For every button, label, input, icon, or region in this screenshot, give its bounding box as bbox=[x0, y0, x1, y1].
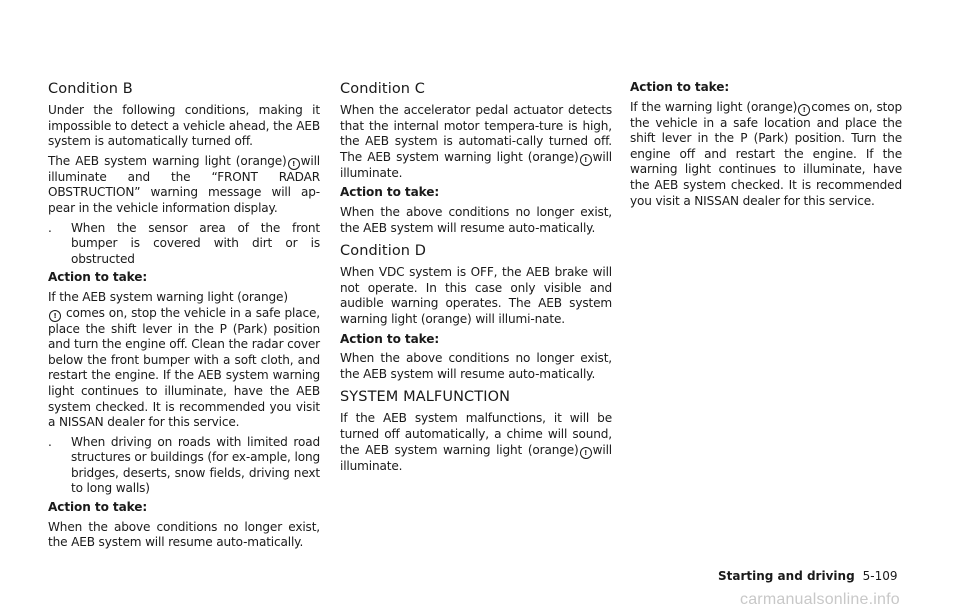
bullet-dot: . bbox=[48, 220, 52, 235]
column-left bbox=[48, 80, 320, 555]
action-heading: Action to take: bbox=[340, 331, 440, 346]
heading-condition-d: Condition D bbox=[340, 243, 427, 260]
paragraph: When the above conditions no longer exist, the AEB system will resume auto-matically. bbox=[48, 519, 320, 550]
column-right bbox=[630, 80, 902, 213]
action-heading: Action to take: bbox=[48, 500, 148, 515]
bullet-dot: . bbox=[48, 434, 52, 449]
section-title: Starting and driving bbox=[718, 569, 855, 583]
paragraph: When the above conditions no longer exist, the AEB system will resume auto-matically. bbox=[340, 351, 612, 381]
aeb-warning-light-icon: ! bbox=[580, 154, 592, 166]
list-item: . When the sensor area of the front bumper is covered with dirt or is obstructed bbox=[48, 220, 320, 266]
page-footer bbox=[718, 568, 898, 584]
heading-condition-c: Condition C bbox=[340, 81, 426, 97]
action-heading: Action to take: bbox=[340, 185, 440, 200]
paragraph: If the warning light (orange) ! comes on, stop the vehicle in a safe location and place the shift lever in the P (Park) position. Turn the engine off and restart the engine. If the warning light continues to illuminate, have the AEB system checked. It is recommended you visit a NISSAN dealer for this service. bbox=[630, 99, 902, 208]
aeb-warning-light-icon: ! bbox=[288, 158, 300, 170]
aeb-warning-light-icon: ! bbox=[798, 104, 810, 116]
paragraph: If the AEB system malfunctions, it will be turned off automatically, a chime will sound, the AEB system warning light (orange) ! will illuminate. bbox=[340, 411, 612, 473]
column-middle bbox=[340, 80, 612, 478]
page-number: 5-109 bbox=[862, 569, 898, 583]
action-heading: Action to take: bbox=[630, 80, 730, 94]
paragraph: When the accelerator pedal actuator detects that the internal motor tempera-ture is high, the AEB system is automati-cally turned off. The AEB system warning light (orange) ! will illuminate. bbox=[340, 103, 612, 180]
aeb-warning-light-icon: ! bbox=[580, 447, 592, 459]
heading-condition-b: Condition B bbox=[48, 81, 133, 97]
watermark: carmanualsonline.info bbox=[740, 591, 900, 608]
list-item: . When driving on roads with limited road structures or buildings (for ex-ample, long bridges, deserts, snow fields, driving next to long walls) bbox=[48, 434, 320, 496]
paragraph: If the AEB system warning light (orange) ! comes on, stop the vehicle in a safe place, place the shift lever in the P (Park) position and turn the engine off. Clean the radar cover below the front bumper with a soft cloth, and restart the engine. If the AEB system warning light continues to illuminate, have the AEB system checked. It is recommended you visit a NISSAN dealer for this service. bbox=[48, 289, 320, 430]
heading-system-malfunction: SYSTEM MALFUNCTION bbox=[340, 389, 511, 406]
aeb-warning-light-icon: ! bbox=[49, 310, 61, 322]
paragraph: When VDC system is OFF, the AEB brake will not operate. In this case only visible and audible warning operates. The AEB system warning light (orange) will illumi-nate. bbox=[340, 265, 612, 326]
paragraph: Under the following conditions, making it impossible to detect a vehicle ahead, the AEB system is automatically turned off. bbox=[48, 103, 320, 149]
paragraph: The AEB system warning light (orange) ! will illuminate and the “FRONT RADAR OBSTRUCTION” warning message will ap-pear in the vehicle information display. bbox=[48, 153, 320, 215]
paragraph: When the above conditions no longer exist, the AEB system will resume auto-matically. bbox=[340, 204, 612, 235]
action-heading: Action to take: bbox=[48, 270, 148, 285]
